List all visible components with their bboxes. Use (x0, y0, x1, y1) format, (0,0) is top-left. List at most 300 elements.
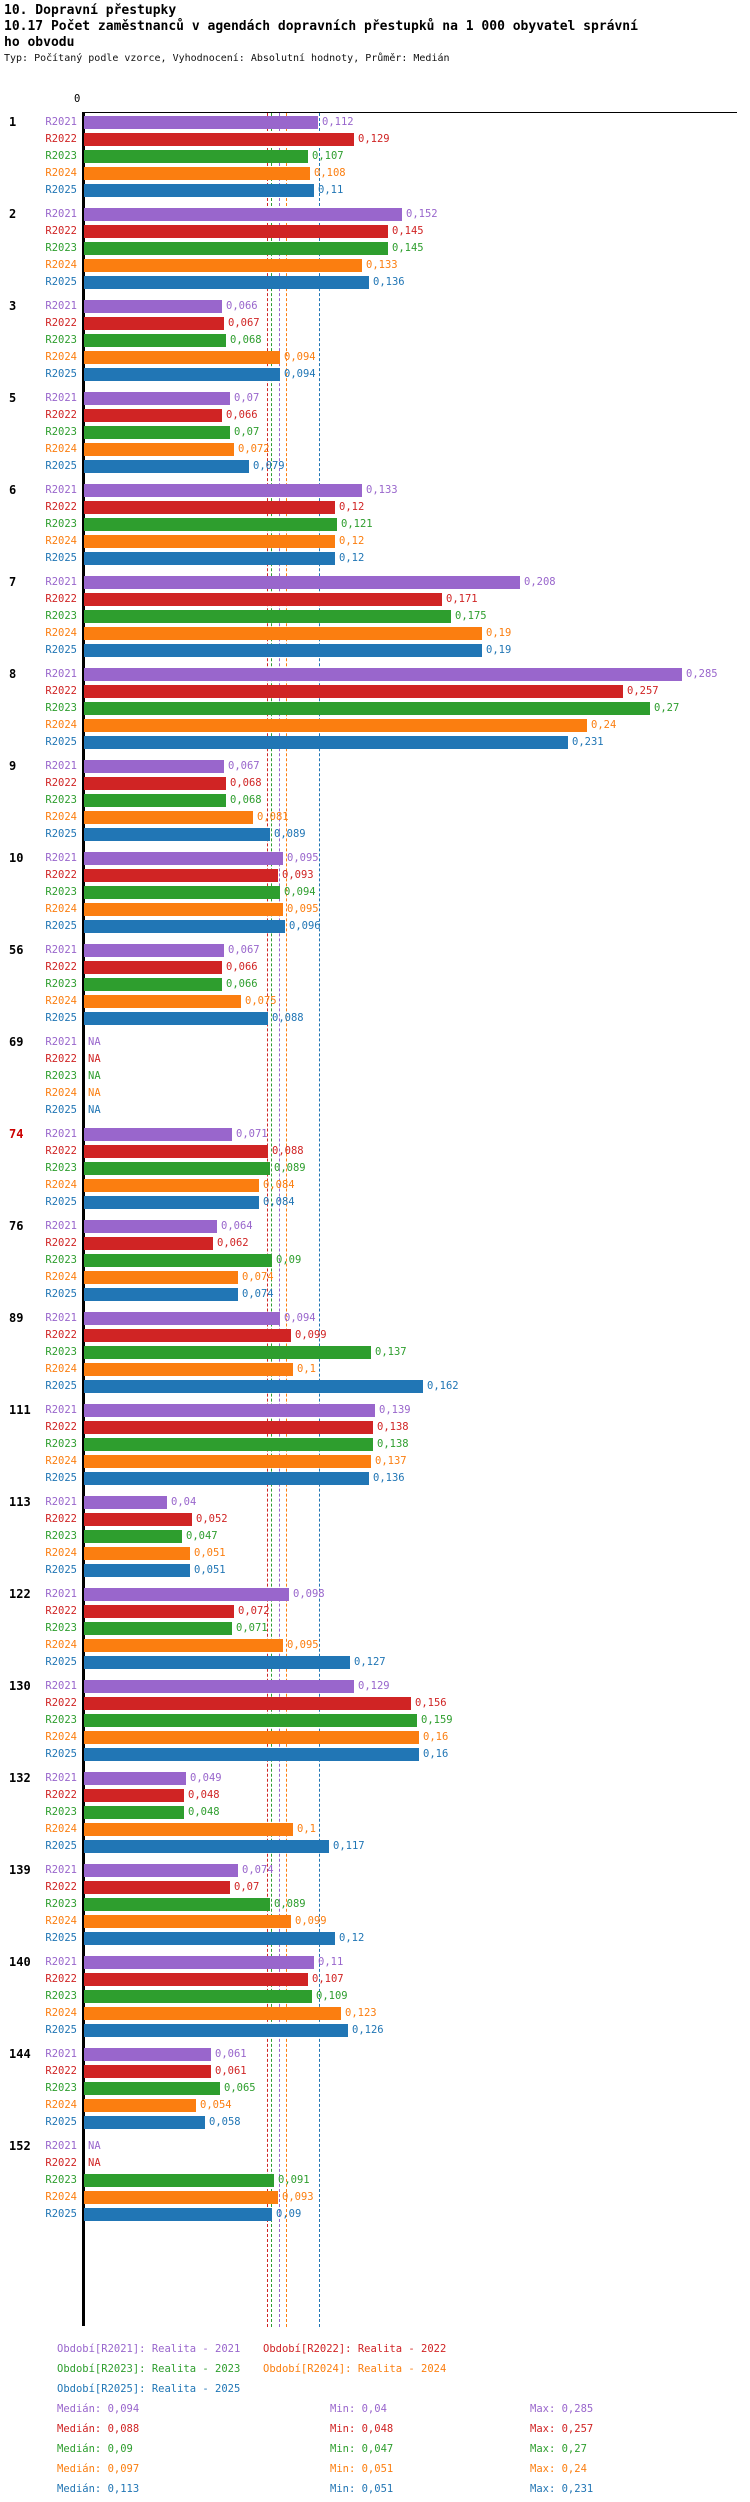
bar (84, 242, 388, 255)
value-label: 0,12 (339, 552, 365, 564)
year-label: R2025 (45, 1104, 77, 1116)
year-label: R2021 (45, 1128, 77, 1140)
year-label: R2022 (45, 1513, 77, 1525)
year-label: R2023 (45, 1990, 77, 2002)
median-stat-R2021: Medián: 0,094 (57, 2403, 140, 2415)
bar (84, 1840, 329, 1853)
value-label: 0,094 (284, 886, 316, 898)
year-label: R2021 (45, 484, 77, 496)
year-label: R2022 (45, 2157, 77, 2169)
value-label: 0,04 (171, 1496, 197, 1508)
bar-row (0, 1254, 750, 1267)
value-label: 0,065 (224, 2082, 256, 2094)
value-label: 0,093 (282, 869, 314, 881)
year-label: R2023 (45, 518, 77, 530)
year-label: R2024 (45, 1547, 77, 1559)
value-label: 0,072 (238, 1605, 270, 1617)
min-stat-R2023: Min: 0,047 (330, 2443, 394, 2455)
value-label: 0,051 (194, 1547, 226, 1559)
min-stat-R2021: Min: 0,04 (330, 2403, 387, 2415)
bar-row (0, 1656, 750, 1669)
year-label: R2021 (45, 1220, 77, 1232)
year-label: R2023 (45, 2082, 77, 2094)
bar (84, 1881, 230, 1894)
value-label: 0,094 (284, 351, 316, 363)
bar (84, 259, 362, 272)
value-label: 0,084 (263, 1196, 295, 1208)
chart-subtitle-1: 10.17 Počet zaměstnanců v agendách dopravních přestupků na 1 000 obyvatel správní (4, 19, 638, 34)
year-label: R2021 (45, 2048, 77, 2060)
year-label: R2025 (45, 736, 77, 748)
bar-row (0, 2116, 750, 2129)
year-label: R2025 (45, 460, 77, 472)
bar-group (0, 944, 750, 1025)
value-label: 0,096 (289, 920, 321, 932)
group-label: 3 (9, 299, 17, 313)
bar (84, 1128, 232, 1141)
bar (84, 1162, 270, 1175)
bar (84, 610, 451, 623)
year-label: R2021 (45, 1680, 77, 1692)
year-label: R2022 (45, 1421, 77, 1433)
year-label: R2021 (45, 1404, 77, 1416)
year-label: R2021 (45, 944, 77, 956)
bar (84, 1496, 167, 1509)
bar-row (0, 1840, 750, 1853)
value-label: 0,12 (339, 1932, 365, 1944)
chart-subtitle-2: ho obvodu (4, 35, 75, 50)
year-label: R2025 (45, 920, 77, 932)
group-label: 6 (9, 483, 17, 497)
bar (84, 150, 308, 163)
year-label: R2022 (45, 1237, 77, 1249)
bar (84, 627, 482, 640)
bar-row (0, 409, 750, 422)
bar (84, 1513, 192, 1526)
year-label: R2025 (45, 1748, 77, 1760)
bar-row (0, 1588, 750, 1601)
bar-row (0, 1864, 750, 1877)
axis-top-rule (82, 112, 737, 113)
bar (84, 535, 335, 548)
value-label: 0,09 (276, 1254, 302, 1266)
bar-row (0, 1823, 750, 1836)
bar-row (0, 334, 750, 347)
legend-entry-R2023: Období[R2023]: Realita - 2023 (57, 2363, 241, 2375)
bar (84, 208, 402, 221)
bar-row (0, 920, 750, 933)
bar-row (0, 1179, 750, 1192)
group-label: 5 (9, 391, 17, 405)
bar-row (0, 1128, 750, 1141)
median-stat-R2022: Medián: 0,088 (57, 2423, 140, 2435)
year-label: R2021 (45, 208, 77, 220)
min-stat-R2025: Min: 0,051 (330, 2483, 394, 2495)
year-label: R2022 (45, 1881, 77, 1893)
bar (84, 300, 222, 313)
year-label: R2023 (45, 242, 77, 254)
bar (84, 1823, 293, 1836)
year-label: R2022 (45, 2065, 77, 2077)
value-label: 0,099 (295, 1915, 327, 1927)
year-label: R2021 (45, 1956, 77, 1968)
bar-row (0, 1806, 750, 1819)
bar-row (0, 2140, 750, 2153)
bar (84, 1220, 217, 1233)
bar-group (0, 1036, 750, 1117)
value-label: 0,095 (287, 852, 319, 864)
bar (84, 1346, 371, 1359)
value-label: 0,126 (352, 2024, 384, 2036)
bar (84, 1789, 184, 1802)
group-label: 56 (9, 943, 24, 957)
max-stat-R2022: Max: 0,257 (530, 2423, 594, 2435)
value-label: 0,048 (188, 1806, 220, 1818)
bar (84, 1714, 417, 1727)
bar-row (0, 208, 750, 221)
value-label: 0,136 (373, 1472, 405, 1484)
value-label: 0,138 (377, 1438, 409, 1450)
value-label: 0,071 (236, 1128, 268, 1140)
bar (84, 392, 230, 405)
year-label: R2024 (45, 2099, 77, 2111)
bar (84, 184, 314, 197)
bar (84, 777, 226, 790)
bar-row (0, 1196, 750, 1209)
bar-group (0, 668, 750, 749)
year-label: R2024 (45, 2191, 77, 2203)
bar-row (0, 576, 750, 589)
year-label: R2023 (45, 702, 77, 714)
year-label: R2021 (45, 1772, 77, 1784)
value-label: 0,1 (297, 1823, 316, 1835)
value-label: 0,07 (234, 1881, 260, 1893)
group-label: 76 (9, 1219, 24, 1233)
bar-row (0, 184, 750, 197)
value-label: 0,07 (234, 426, 260, 438)
group-label: 2 (9, 207, 17, 221)
value-label: 0,058 (209, 2116, 241, 2128)
bar (84, 225, 388, 238)
bar-row (0, 1605, 750, 1618)
year-label: R2022 (45, 1697, 77, 1709)
value-label: 0,084 (263, 1179, 295, 1191)
bar-row (0, 978, 750, 991)
bar (84, 1605, 234, 1618)
bar (84, 1973, 308, 1986)
value-label: NA (88, 1087, 101, 1099)
median-stat-R2024: Medián: 0,097 (57, 2463, 140, 2475)
bar-row (0, 1455, 750, 1468)
year-label: R2023 (45, 1162, 77, 1174)
value-label: 0,09 (276, 2208, 302, 2220)
bar (84, 1932, 335, 1945)
value-label: 0,12 (339, 501, 365, 513)
min-stat-R2024: Min: 0,051 (330, 2463, 394, 2475)
bar (84, 1196, 259, 1209)
bar-group (0, 1404, 750, 1485)
bar (84, 1438, 373, 1451)
bar (84, 995, 241, 1008)
year-label: R2025 (45, 2116, 77, 2128)
bar-row (0, 961, 750, 974)
value-label: 0,061 (215, 2065, 247, 2077)
year-label: R2022 (45, 225, 77, 237)
bar (84, 1329, 291, 1342)
year-label: R2023 (45, 886, 77, 898)
bar-row (0, 242, 750, 255)
year-label: R2023 (45, 1714, 77, 1726)
group-label: 9 (9, 759, 17, 773)
value-label: 0,049 (190, 1772, 222, 1784)
bar (84, 1404, 375, 1417)
group-label: 69 (9, 1035, 24, 1049)
bar-group (0, 1680, 750, 1761)
value-label: 0,137 (375, 1455, 407, 1467)
bar-group (0, 300, 750, 381)
bar-row (0, 1346, 750, 1359)
bar (84, 944, 224, 957)
bar-row (0, 1271, 750, 1284)
value-label: 0,064 (221, 1220, 253, 1232)
bar-row (0, 259, 750, 272)
bar (84, 484, 362, 497)
value-label: 0,074 (242, 1864, 274, 1876)
bar-row (0, 644, 750, 657)
value-label: 0,062 (217, 1237, 249, 1249)
bar (84, 1421, 373, 1434)
bar-group (0, 1312, 750, 1393)
bar-row (0, 2208, 750, 2221)
bar-row (0, 1898, 750, 1911)
year-label: R2022 (45, 1605, 77, 1617)
value-label: 0,109 (316, 1990, 348, 2002)
value-label: 0,257 (627, 685, 659, 697)
value-label: 0,27 (654, 702, 680, 714)
bar (84, 2208, 272, 2221)
value-label: 0,068 (230, 794, 262, 806)
bar-row (0, 2065, 750, 2078)
value-label: 0,137 (375, 1346, 407, 1358)
bar-row (0, 869, 750, 882)
bar-row (0, 1748, 750, 1761)
group-label: 111 (9, 1403, 31, 1417)
bar (84, 1915, 291, 1928)
year-label: R2021 (45, 1588, 77, 1600)
value-label: 0,171 (446, 593, 478, 605)
year-label: R2024 (45, 1179, 77, 1191)
year-label: R2024 (45, 1455, 77, 1467)
bar-row (0, 668, 750, 681)
value-label: 0,117 (333, 1840, 365, 1852)
bar-row (0, 535, 750, 548)
year-label: R2022 (45, 1973, 77, 1985)
bar (84, 1748, 419, 1761)
bar-row (0, 1714, 750, 1727)
value-label: NA (88, 1053, 101, 1065)
year-label: R2024 (45, 2007, 77, 2019)
value-label: 0,051 (194, 1564, 226, 1576)
bar (84, 1898, 270, 1911)
bar-row (0, 2048, 750, 2061)
value-label: 0,19 (486, 627, 512, 639)
value-label: NA (88, 1070, 101, 1082)
value-label: 0,152 (406, 208, 438, 220)
group-label: 140 (9, 1955, 31, 1969)
year-label: R2023 (45, 1346, 77, 1358)
value-label: 0,067 (228, 317, 260, 329)
bar (84, 1012, 268, 1025)
bar-row (0, 1496, 750, 1509)
value-label: 0,099 (295, 1329, 327, 1341)
bar-row (0, 1380, 750, 1393)
median-stat-R2025: Medián: 0,113 (57, 2483, 140, 2495)
value-label: NA (88, 1036, 101, 1048)
axis-zero-label: 0 (74, 93, 81, 105)
bar (84, 1530, 182, 1543)
year-label: R2023 (45, 1622, 77, 1634)
bar-group (0, 1956, 750, 2037)
year-label: R2024 (45, 1087, 77, 1099)
bar-row (0, 777, 750, 790)
bar-row (0, 828, 750, 841)
value-label: 0,07 (234, 392, 260, 404)
bar-row (0, 443, 750, 456)
bar (84, 1380, 423, 1393)
value-label: 0,068 (230, 777, 262, 789)
value-label: 0,231 (572, 736, 604, 748)
value-label: 0,123 (345, 2007, 377, 2019)
value-label: 0,066 (226, 300, 258, 312)
max-stat-R2025: Max: 0,231 (530, 2483, 594, 2495)
bar-row (0, 518, 750, 531)
value-label: NA (88, 2157, 101, 2169)
bar (84, 1363, 293, 1376)
year-label: R2025 (45, 1288, 77, 1300)
value-label: 0,19 (486, 644, 512, 656)
bar (84, 736, 568, 749)
value-label: 0,11 (318, 184, 344, 196)
year-label: R2023 (45, 610, 77, 622)
group-label: 113 (9, 1495, 31, 1509)
bar (84, 351, 280, 364)
year-label: R2023 (45, 2174, 77, 2186)
value-label: 0,091 (278, 2174, 310, 2186)
bar-row (0, 225, 750, 238)
bar-row (0, 351, 750, 364)
bar-row (0, 484, 750, 497)
bar-row (0, 1530, 750, 1543)
bar-row (0, 627, 750, 640)
year-label: R2021 (45, 1312, 77, 1324)
bar (84, 133, 354, 146)
year-label: R2023 (45, 1806, 77, 1818)
bar-row (0, 1973, 750, 1986)
max-stat-R2023: Max: 0,27 (530, 2443, 587, 2455)
bar (84, 1772, 186, 1785)
bar (84, 501, 335, 514)
bar-row (0, 886, 750, 899)
bar-row (0, 944, 750, 957)
bar-row (0, 610, 750, 623)
value-label: 0,133 (366, 259, 398, 271)
bar-group (0, 1128, 750, 1209)
legend-entry-R2021: Období[R2021]: Realita - 2021 (57, 2343, 241, 2355)
bar (84, 276, 369, 289)
bar (84, 2174, 274, 2187)
bar (84, 852, 283, 865)
bar (84, 409, 222, 422)
bar-row (0, 426, 750, 439)
year-label: R2021 (45, 668, 77, 680)
bar-row (0, 736, 750, 749)
value-label: 0,162 (427, 1380, 459, 1392)
value-label: 0,098 (293, 1588, 325, 1600)
value-label: 0,16 (423, 1731, 449, 1743)
year-label: R2022 (45, 133, 77, 145)
value-label: 0,061 (215, 2048, 247, 2060)
bar (84, 443, 234, 456)
year-label: R2022 (45, 777, 77, 789)
bar (84, 1697, 411, 1710)
year-label: R2025 (45, 368, 77, 380)
bar-row (0, 392, 750, 405)
value-label: 0,089 (274, 1162, 306, 1174)
value-label: 0,159 (421, 1714, 453, 1726)
value-label: 0,127 (354, 1656, 386, 1668)
bar-row (0, 368, 750, 381)
bar (84, 2191, 278, 2204)
year-label: R2023 (45, 1438, 77, 1450)
year-label: R2024 (45, 719, 77, 731)
bar (84, 1455, 371, 1468)
bar-row (0, 1104, 750, 1117)
bar-group (0, 392, 750, 473)
bar-row (0, 1070, 750, 1083)
bar (84, 2116, 205, 2129)
bar-row (0, 1956, 750, 1969)
value-label: 0,048 (188, 1789, 220, 1801)
bar-row (0, 852, 750, 865)
bar-row (0, 1237, 750, 1250)
bar (84, 2099, 196, 2112)
year-label: R2025 (45, 276, 77, 288)
year-label: R2023 (45, 978, 77, 990)
bar (84, 2048, 211, 2061)
value-label: 0,112 (322, 116, 354, 128)
bar (84, 1312, 280, 1325)
bar-row (0, 1622, 750, 1635)
bar (84, 2007, 341, 2020)
group-label: 152 (9, 2139, 31, 2153)
bar (84, 2082, 220, 2095)
value-label: NA (88, 1104, 101, 1116)
value-label: 0,24 (591, 719, 617, 731)
bar-row (0, 1438, 750, 1451)
bar (84, 593, 442, 606)
legend-entry-R2022: Období[R2022]: Realita - 2022 (263, 2343, 447, 2355)
year-label: R2025 (45, 1564, 77, 1576)
bar-row (0, 719, 750, 732)
bar-group (0, 1496, 750, 1577)
year-label: R2022 (45, 869, 77, 881)
value-label: 0,095 (287, 903, 319, 915)
value-label: 0,094 (284, 1312, 316, 1324)
value-label: 0,052 (196, 1513, 228, 1525)
bar-row (0, 317, 750, 330)
bar-group (0, 208, 750, 289)
bar-row (0, 794, 750, 807)
